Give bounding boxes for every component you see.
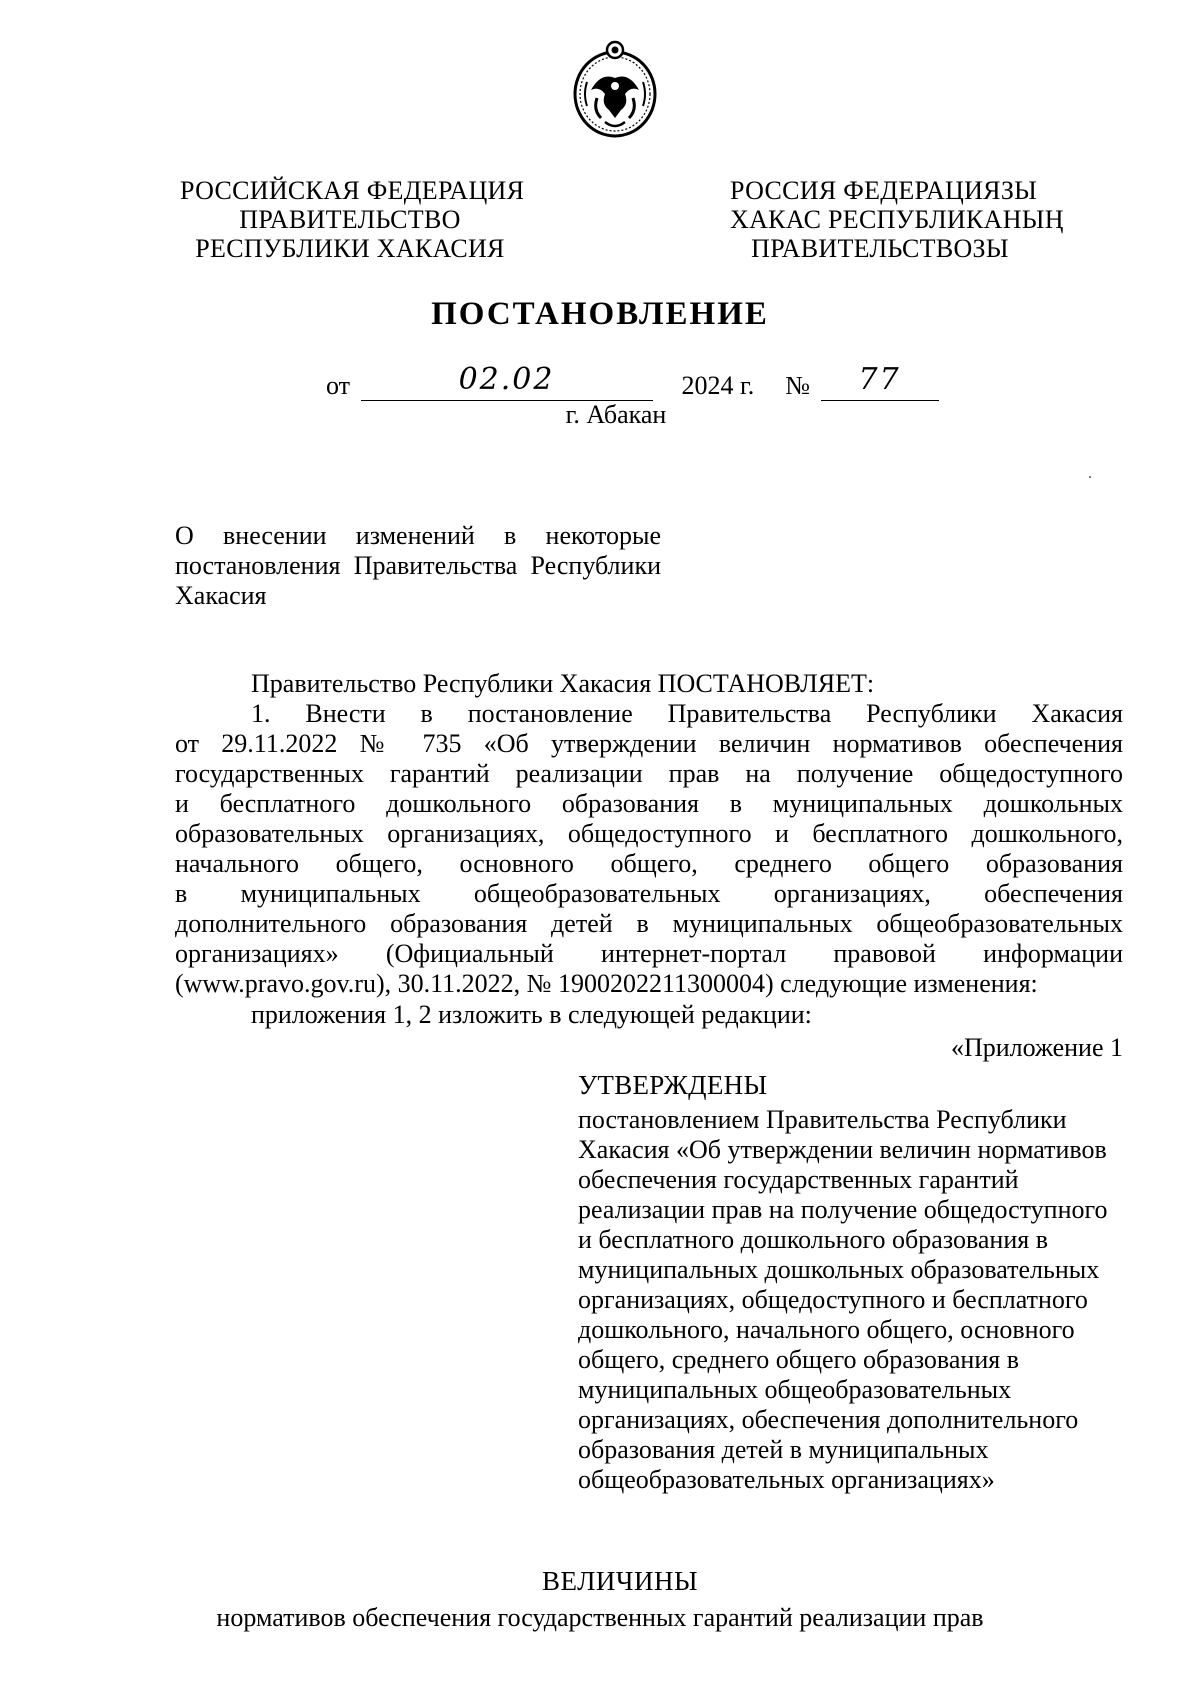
city-label: г. Абакан [565, 400, 667, 429]
approved-line-4: реализации прав на получение общедоступного [578, 1195, 1108, 1224]
header-right [730, 176, 1064, 263]
approved-line-12: образования детей в муниципальных [578, 1435, 989, 1464]
paragraph-2: приложения 1, 2 изложить в следующей редакции: [251, 1000, 812, 1029]
year-label: 2024 г. [681, 371, 755, 400]
paragraph-1-line-1: 1. Внести в постановление Правительства Республики Хакасия [251, 699, 1123, 728]
approved-line-8: дошкольного, начального общего, основного [578, 1315, 1075, 1344]
paragraph-1-line-6: начального общего, основного общего, среднего общего образования [175, 849, 1123, 878]
preamble-text: Правительство Республики Хакасия ПОСТАНОВЛЯЕТ: [251, 669, 875, 698]
approved-line-13: общеобразовательных организациях» [578, 1465, 995, 1494]
approved-line-11: организациях, обеспечения дополнительного [578, 1405, 1079, 1434]
date-field [361, 362, 653, 401]
header-right-line-2: ХАКАС РЕСПУБЛИКАНЫҢ [730, 205, 1064, 234]
appendix-label: «Приложение 1 [950, 1033, 1123, 1062]
date-prefix: от [326, 371, 351, 400]
subject-line-1: О внесении изменений в некоторые [175, 521, 661, 550]
approved-line-6: муниципальных дошкольных образовательных [578, 1255, 1100, 1284]
paragraph-preamble [175, 669, 1123, 699]
header-left-line-1: РОССИЙСКАЯ ФЕДЕРАЦИЯ [180, 176, 525, 205]
handwritten-date: 02.02 [458, 362, 555, 397]
header-left-line-3: РЕСПУБЛИКИ ХАКАСИЯ [195, 234, 505, 263]
approved-heading: УТВЕРЖДЕНЫ [578, 1070, 768, 1100]
paragraph-1-line-8: дополнительного образования детей в муниципальных общеобразовательных [175, 909, 1123, 938]
header-right-line-3: ПРАВИТЕЛЬСТВОЗЫ [751, 234, 1009, 263]
section-heading: ВЕЛИЧИНЫ [541, 1566, 699, 1596]
document-subject [175, 521, 661, 611]
approved-line-3: обеспечения государственных гарантий [578, 1165, 1019, 1194]
paragraph-1-line-7: в муниципальных общеобразовательных организациях, обеспечения [175, 879, 1123, 908]
paragraph-1-line-4: и бесплатного дошкольного образования в муниципальных дошкольных [175, 789, 1123, 818]
subject-line-2: постановления Правительства Республики [175, 551, 661, 580]
approved-block [578, 1070, 1138, 1495]
header-left [180, 176, 525, 263]
section-subheading: нормативов обеспечения государственных гарантий реализации прав [216, 1603, 984, 1632]
paragraph-1 [175, 699, 1123, 999]
paragraph-1-line-9: организациях» (Официальный интернет-портал правовой информации [175, 939, 1123, 968]
number-sign: № [785, 371, 811, 400]
approved-line-2: Хакасия «Об утверждении величин нормативов [578, 1135, 1107, 1164]
approved-line-5: и бесплатного дошкольного образования в [578, 1225, 1048, 1254]
paragraph-1-line-5: образовательных организациях, общедоступного и бесплатного дошкольного, [175, 819, 1123, 848]
approved-line-7: организациях, общедоступного и бесплатного [578, 1285, 1088, 1314]
approved-line-9: общего, среднего общего образования в [578, 1345, 1019, 1374]
scan-dot [1089, 476, 1091, 478]
document-title: ПОСТАНОВЛЕНИЕ [431, 296, 769, 332]
number-field [821, 362, 939, 401]
date-number-line [326, 362, 939, 401]
paragraph-1-line-10: (www.pravo.gov.ru), 30.11.2022, № 1900202211300004) следующие изменения: [175, 969, 1038, 998]
header-right-line-1: РОССИЯ ФЕДЕРАЦИЯЗЫ [730, 176, 1038, 205]
subject-line-3: Хакасия [175, 581, 267, 610]
handwritten-number: 77 [858, 362, 901, 397]
khakassia-coat-of-arms-icon [571, 38, 659, 138]
approved-line-10: муниципальных общеобразовательных [578, 1375, 1012, 1404]
paragraph-1-line-2: от 29.11.2022 № 735 «Об утверждении величин нормативов обеспечения [175, 729, 1123, 758]
approved-line-1: постановлением Правительства Республики [578, 1105, 1067, 1134]
paragraph-1-line-3: государственных гарантий реализации прав на получение общедоступного [175, 759, 1123, 788]
header-left-line-2: ПРАВИТЕЛЬСТВО [239, 205, 461, 234]
